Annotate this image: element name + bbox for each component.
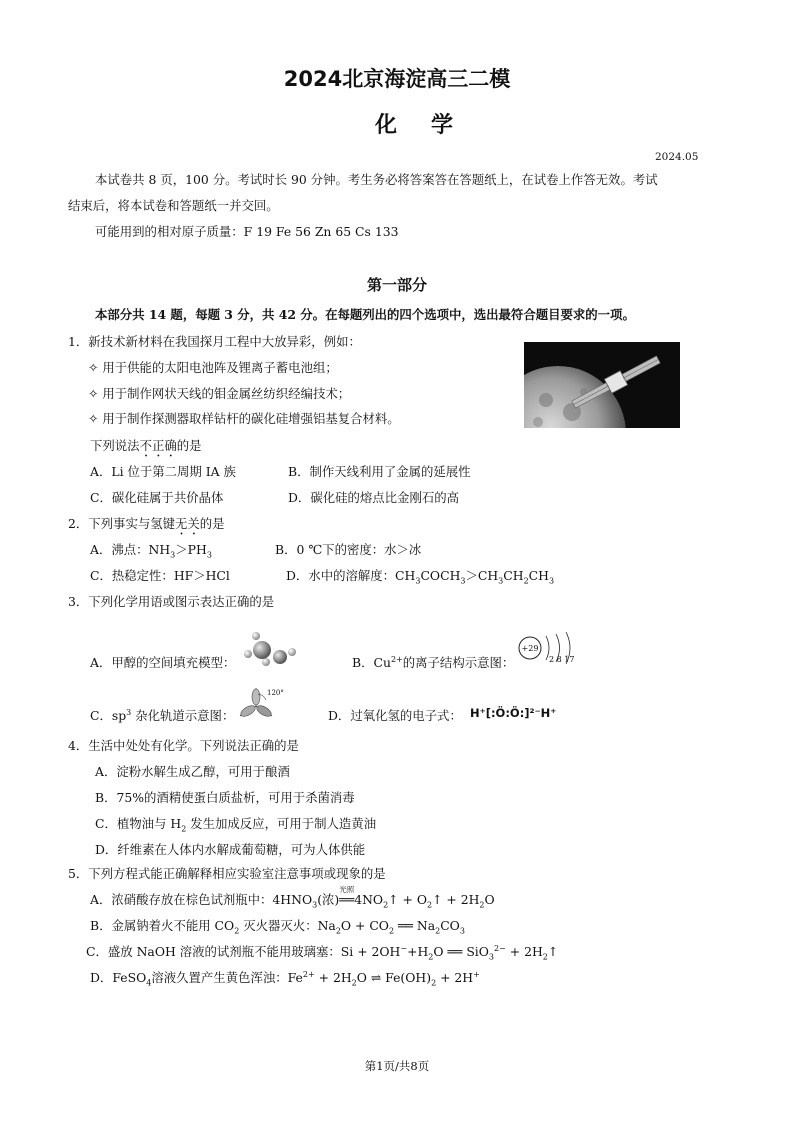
h2o2-electron-formula: H⁺[:Ö:Ö:]²⁻H⁺: [470, 706, 557, 720]
q3-option-a[interactable]: A．甲醇的空间填充模型：: [90, 655, 236, 670]
q2-stem: 2．下列事实与氢键无关的是: [68, 516, 225, 531]
q2-option-c[interactable]: C．热稳定性：HF＞HCl: [90, 568, 230, 583]
q1-bullet-3: ✧ 用于制作探测器取样钻杆的碳化硅增强铝基复合材料。: [88, 411, 400, 426]
q5-option-a[interactable]: A．浓硝酸存放在棕色试剂瓶中：$4HNO_3$(浓) 光照 $══4NO_2↑$ + $O_2↑ + 2H_2O$: [90, 885, 495, 910]
page-footer: 第1页/共8页: [364, 1059, 430, 1073]
q5-option-c[interactable]: C．盛放 NaOH 溶液的试剂瓶不能用玻璃塞：$Si + 2OH^-+H_2O$ ══ $SiO_3^{2-} + 2H_2↑$: [86, 943, 559, 962]
intro-line-2: 结束后，将本试卷和答题纸一并交回。: [68, 198, 279, 213]
methanol-model-image: [242, 630, 304, 672]
q2-option-a[interactable]: A．沸点：$NH_3>PH_3$: [90, 542, 212, 560]
emphasis-not-correct: 不正确: [139, 438, 177, 453]
q4-option-b[interactable]: B．75%的酒精使蛋白质盐析，可用于杀菌消毒: [95, 790, 355, 805]
nucleus-label: +29: [521, 644, 539, 653]
q2-option-b[interactable]: B．0 ℃下的密度：水＞冰: [275, 542, 422, 557]
q5-stem: 5．下列方程式能正确解释相应实验室注意事项或现象的是: [68, 866, 386, 881]
atomic-masses: 可能用到的相对原子质量：F 19 Fe 56 Zn 65 Cs 133: [95, 224, 399, 239]
subject-title: 化学: [374, 112, 487, 138]
angle-label: 120°: [267, 689, 284, 697]
q1-question: 下列说法不正确的是: [90, 438, 202, 453]
exam-date: 2024.05: [655, 151, 699, 163]
q1-option-b[interactable]: B．制作天线利用了金属的延展性: [288, 464, 471, 479]
q1-option-c[interactable]: C．碳化硅属于共价晶体: [90, 490, 224, 505]
q3-option-c[interactable]: C．$sp^3$ 杂化轨道示意图：: [90, 707, 235, 723]
q1-bullet-1: ✧ 用于供能的太阳电池阵及锂离子蓄电池组；: [88, 360, 338, 375]
q4-option-a[interactable]: A．淀粉水解生成乙醇，可用于酿酒: [95, 764, 290, 779]
equilibrium-arrow-icon: ⇌: [366, 970, 386, 985]
q4-option-d[interactable]: D．纤维素在人体内水解成葡萄糖，可为人体供能: [95, 842, 366, 857]
q3-option-d[interactable]: D．过氧化氢的电子式：: [328, 708, 462, 723]
q4-option-c[interactable]: C．植物油与 $H_2$ 发生加成反应，可用于制人造黄油: [95, 816, 377, 834]
q5-option-d[interactable]: D．FeSO$_4$溶液久置产生黄色浑浊：$Fe^{2+} + 2H_2O$ ⇌ $Fe(OH)_2 + 2H^+$: [90, 969, 480, 988]
reaction-equals-sign: 光照 ══: [339, 885, 355, 907]
shell-label: 2 8 17: [549, 655, 575, 664]
q3-stem: 3．下列化学用语或图示表达正确的是: [68, 594, 275, 609]
q2-option-d[interactable]: D．水中的溶解度：$CH_3COCH_3>CH_3CH_2CH_3$: [286, 568, 555, 586]
q5-option-b[interactable]: B．金属钠着火不能用 $CO_2$ 灭火器灭火：$Na_2O + CO_2$ ══ $Na_2CO_3$: [90, 918, 465, 936]
q1-option-a[interactable]: A．Li 位于第二周期 IA 族: [90, 464, 236, 479]
exam-title: 2024北京海淀高三二模: [283, 67, 511, 91]
part-title: 第一部分: [366, 276, 427, 294]
intro-line-1: 本试卷共 8 页，100 分。考试时长 90 分钟。考生务必将答案答在答题纸上，在试卷上作答无效。考试: [95, 172, 658, 187]
q3-option-b[interactable]: B．$Cu^{2+}$的离子结构示意图：: [352, 654, 515, 670]
emphasis-unrelated: 无关: [175, 516, 200, 531]
sp3-orbital-image: [236, 686, 284, 722]
cu-ion-structure-image: [516, 630, 584, 670]
moon-satellite-image: [524, 342, 680, 428]
part-instructions: 本部分共 14 题，每题 3 分，共 42 分。在每题列出的四个选项中，选出最符合题目要求的一项。: [95, 307, 635, 322]
q1-stem: 1．新技术新材料在我国探月工程中大放异彩，例如：: [68, 334, 361, 349]
q1-bullet-2: ✧ 用于制作网状天线的钼金属丝纺织经编技术；: [88, 386, 351, 401]
q1-option-d[interactable]: D．碳化硅的熔点比金刚石的高: [288, 490, 460, 505]
q4-stem: 4．生活中处处有化学。下列说法正确的是: [68, 738, 299, 753]
